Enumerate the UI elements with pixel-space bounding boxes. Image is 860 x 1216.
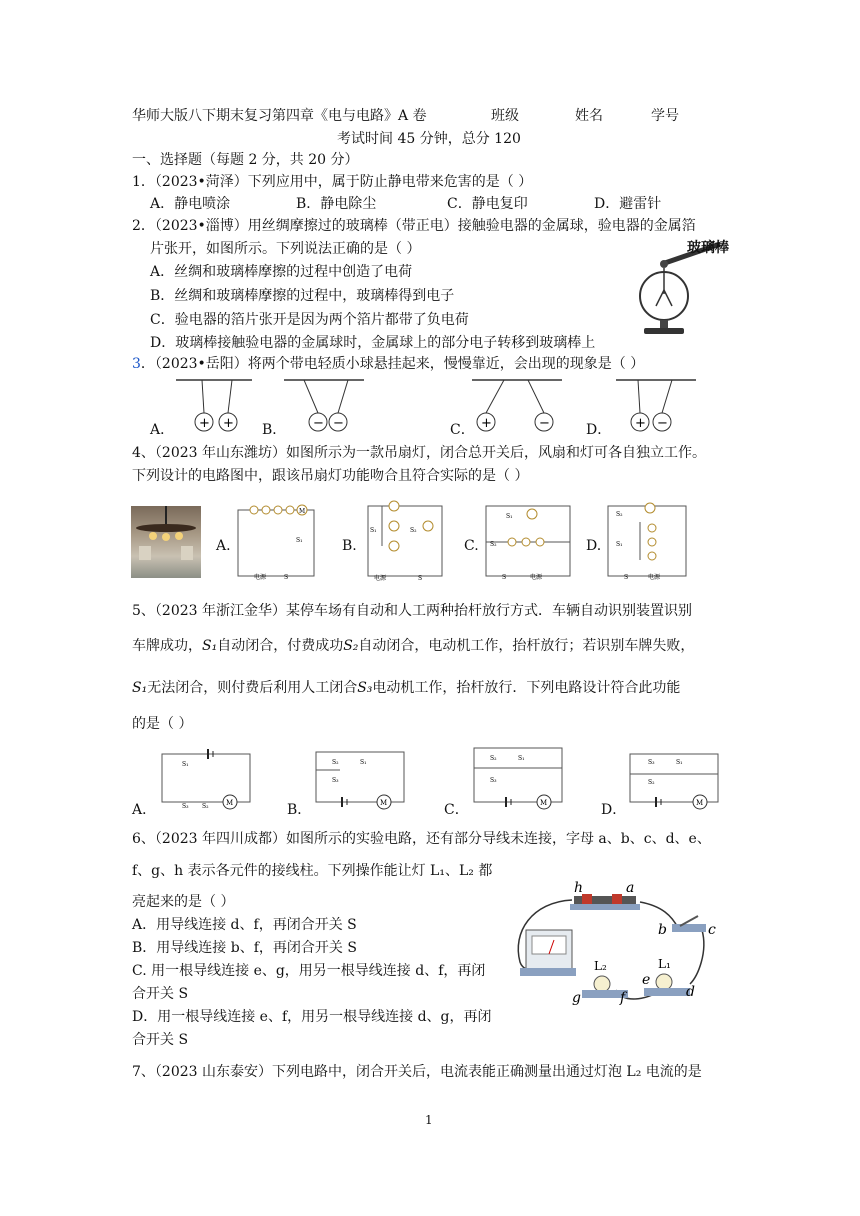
terminal-a: a [626, 880, 635, 896]
q6-circuit-figure [512, 872, 732, 1012]
svg-text:S₁: S₁ [506, 513, 513, 520]
q4-stem-line1: 4、（2023 年山东潍坊）如图所示为一款吊扇灯，闭合总开关后，风扇和灯可各自独立工作。 [132, 445, 706, 461]
q5-stem-line2 [132, 636, 694, 656]
svg-text:S₂: S₂ [202, 803, 209, 810]
q1-option-b: B．静电除尘 [296, 196, 377, 212]
svg-text:S₁: S₁ [370, 527, 377, 534]
svg-text:S: S [284, 574, 289, 581]
q2-option-a: A．丝绸和玻璃棒摩擦的过程中创造了电荷 [150, 264, 413, 280]
q3-number: 3 [132, 356, 141, 372]
terminal-b: b [658, 922, 667, 938]
q6-option-d: D．用一根导线连接 e、f，用另一根导线连接 d、g，再闭 [132, 1009, 492, 1025]
q1-stem: 1．（2023•菏泽）下列应用中，属于防止静电带来危害的是（ ） [132, 174, 533, 190]
q4-circuit-a [234, 502, 322, 582]
svg-text:+: + [635, 416, 646, 431]
q4-circuit-b [362, 496, 452, 584]
svg-text:S₃: S₃ [648, 759, 655, 766]
symbol-s1: S₁ [202, 638, 218, 654]
q5-text-3b: 电动机工作，抬杆放行．下列电路设计符合此功能 [372, 680, 681, 696]
symbol-s1-b: S₁ [132, 680, 148, 696]
q2-stem-line1: 2．（2023•淄博）用丝绸摩擦过的玻璃棒（带正电）接触验电器的金属球，验电器的金属箔 [132, 218, 696, 234]
svg-text:+: + [199, 416, 210, 431]
q5-option-a: A． [132, 802, 157, 818]
svg-text:S₁: S₁ [182, 761, 189, 768]
page-number: 1 [425, 1113, 433, 1127]
q4-option-c: C. [464, 538, 479, 554]
q1-option-c: C．静电复印 [447, 196, 528, 212]
q4-circuit-c [482, 502, 574, 582]
svg-text:M: M [380, 799, 388, 807]
q6-option-c-cont: 合开关 S [132, 986, 189, 1002]
svg-text:S₃: S₃ [332, 777, 339, 784]
svg-text:S₃: S₃ [490, 777, 497, 784]
svg-text:S₂: S₂ [648, 779, 655, 786]
svg-text:S₁: S₁ [616, 541, 623, 548]
q7-stem: 7、（2023 山东泰安）下列电路中，闭合开关后，电流表能正确测量出通过灯泡 L₂ 电流的是 [132, 1064, 702, 1080]
svg-text:S: S [418, 575, 423, 582]
q6-stem-line3: 亮起来的是（ ） [132, 894, 235, 910]
q4-circuit-d [604, 500, 692, 582]
q5-circuit-c [470, 742, 570, 808]
q3-option-d: D． [586, 422, 612, 438]
svg-text:M: M [540, 799, 548, 807]
svg-text:S₁: S₁ [518, 755, 525, 762]
q3-figure-c [468, 378, 568, 434]
svg-text:S₁: S₁ [360, 759, 367, 766]
svg-text:S: S [624, 574, 629, 581]
svg-text:−: − [657, 416, 668, 431]
svg-text:电源: 电源 [254, 574, 267, 581]
q5-text-2a: 车牌成功， [132, 638, 202, 654]
svg-text:M: M [226, 799, 234, 807]
svg-text:S₃: S₃ [182, 803, 189, 810]
symbol-s3: S₃ [357, 680, 373, 696]
q6-option-a: A．用导线连接 d、f，再闭合开关 S [132, 917, 357, 933]
terminal-e: e [642, 972, 651, 988]
svg-text:S₁: S₁ [676, 759, 683, 766]
q6-stem-line2: f、g、h 表示各元件的接线柱。下列操作能让灯 L₁、L₂ 都 [132, 863, 493, 879]
section-heading: 一、选择题（每题 2 分，共 20 分） [132, 152, 359, 168]
q5-circuit-a [158, 748, 258, 810]
q4-option-b: B. [342, 538, 357, 554]
q1-option-a: A．静电喷涂 [150, 196, 231, 212]
svg-text:S₁: S₁ [296, 537, 303, 544]
svg-text:S₂: S₂ [616, 511, 623, 518]
svg-text:S: S [502, 574, 507, 581]
terminal-f: f [620, 990, 626, 1006]
terminal-c: c [708, 922, 716, 938]
q6-option-b: B．用导线连接 b、f，再闭合开关 S [132, 940, 357, 956]
svg-text:M: M [299, 508, 306, 515]
terminal-g: g [572, 990, 581, 1006]
svg-text:+: + [481, 416, 492, 431]
q6-option-c: C. 用一根导线连接 e、g，用另一根导线连接 d、f，再闭 [132, 963, 486, 979]
svg-text:−: − [333, 416, 344, 431]
class-label: 班级 [491, 108, 519, 124]
q2-option-b: B．丝绸和玻璃棒摩擦的过程中，玻璃棒得到电子 [150, 288, 455, 304]
ceiling-fan-drawing [131, 506, 201, 578]
id-label: 学号 [651, 108, 679, 124]
q3-figure-d [612, 378, 702, 434]
symbol-s2: S₂ [343, 638, 359, 654]
q4-stem-line2: 下列设计的电路图中，跟该吊扇灯功能吻合且符合实际的是（ ） [132, 468, 529, 484]
q3-stem-row [132, 354, 644, 374]
q2-option-d: D．玻璃棒接触验电器的金属球时，金属球上的部分电子转移到玻璃棒上 [150, 335, 596, 351]
q2-option-c: C．验电器的箔片张开是因为两个箔片都带了负电荷 [150, 312, 469, 328]
glass-rod-label: 玻璃棒 [687, 240, 729, 256]
q4-option-d: D. [586, 538, 602, 554]
svg-text:电源: 电源 [374, 575, 387, 582]
q5-option-d: D． [601, 802, 627, 818]
lamp-l1-label: L₁ [658, 957, 671, 971]
q3-stem: ．（2023•岳阳）将两个带电轻质小球悬挂起来，慢慢靠近，会出现的现象是（ ） [140, 356, 645, 372]
q2-stem-line2: 片张开，如图所示。下列说法正确的是（ ） [150, 241, 421, 257]
svg-text:S₂: S₂ [490, 755, 497, 762]
q5-circuit-d [626, 748, 726, 810]
q1-option-d: D．避雷针 [594, 196, 662, 212]
terminal-d: d [686, 984, 695, 1000]
q3-figure-a [172, 378, 262, 434]
q3-figure-b [280, 378, 370, 434]
q4-option-a: A. [216, 538, 231, 554]
svg-text:S₂: S₂ [490, 541, 497, 548]
terminal-h: h [574, 880, 584, 896]
q5-text-3a: 无法闭合，则付费后利用人工闭合 [147, 680, 358, 696]
svg-text:+: + [223, 416, 234, 431]
q5-text-2b: 自动闭合，付费成功 [217, 638, 344, 654]
exam-title: 华师大版八下期末复习第四章《电与电路》A 卷 [132, 108, 427, 124]
svg-text:S₂: S₂ [332, 759, 339, 766]
lamp-l2-label: L₂ [594, 959, 607, 973]
q3-option-b: B． [262, 422, 287, 438]
q3-option-c: C． [450, 422, 475, 438]
q6-stem-line1: 6、（2023 年四川成都）如图所示的实验电路，还有部分导线未连接，字母 a、b、c、d、e、 [132, 831, 711, 847]
q5-stem-line1: 5、（2023 年浙江金华）某停车场有自动和人工两种抬杆放行方式．车辆自动识别装置识别 [132, 603, 692, 619]
svg-text:−: − [539, 416, 550, 431]
q6-option-d-cont: 合开关 S [132, 1032, 189, 1048]
svg-text:M: M [696, 799, 704, 807]
q5-stem-line3 [132, 678, 680, 698]
svg-text:S₂: S₂ [410, 527, 417, 534]
q5-stem-line4: 的是（ ） [132, 716, 193, 732]
svg-text:−: − [313, 416, 324, 431]
q5-option-b: B． [287, 802, 312, 818]
name-label: 姓名 [575, 108, 603, 124]
svg-text:电源: 电源 [648, 574, 661, 581]
svg-text:电源: 电源 [530, 574, 543, 581]
q5-option-c: C． [444, 802, 469, 818]
exam-info: 考试时间 45 分钟，总分 120 [337, 131, 521, 147]
q5-text-2c: 自动闭合，电动机工作，抬杆放行；若识别车牌失败， [358, 638, 695, 654]
q5-circuit-b [310, 746, 410, 808]
q3-option-a: A． [150, 422, 175, 438]
